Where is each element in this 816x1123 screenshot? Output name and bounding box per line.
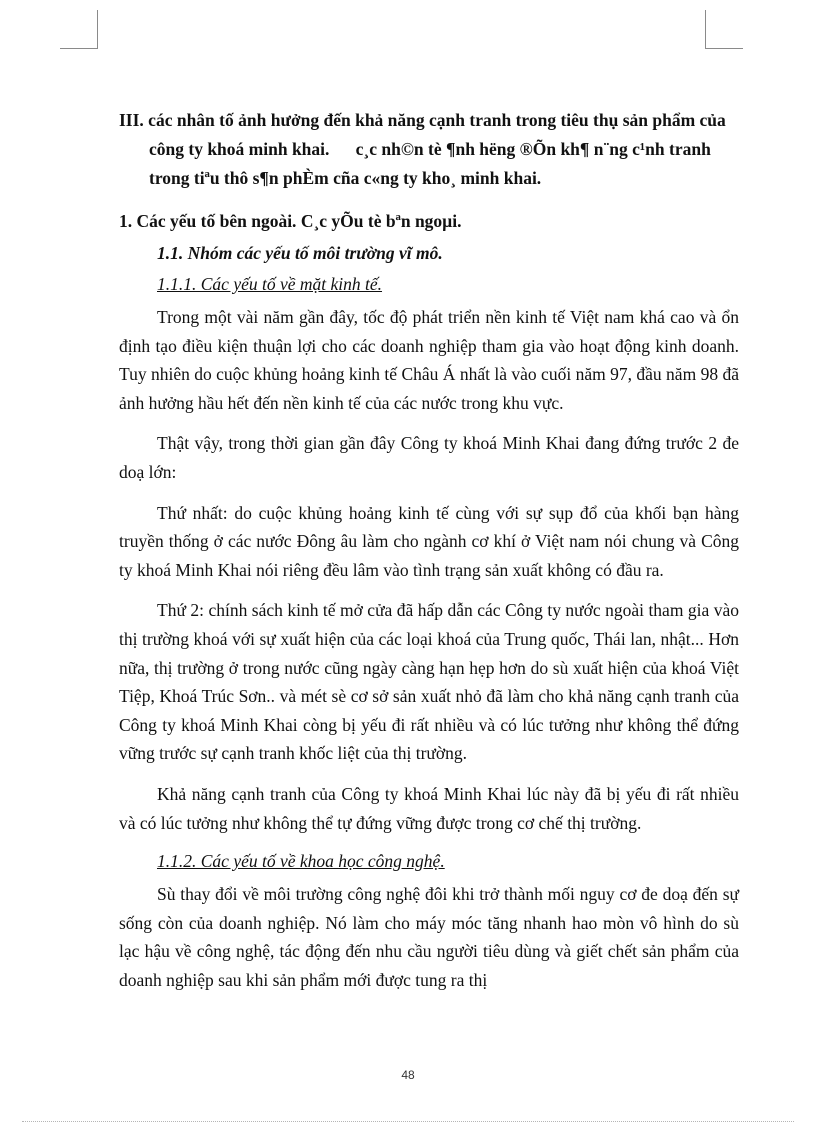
page-content xyxy=(119,106,739,994)
chapter-heading-text: III. các nhân tố ảnh hưởng đến khả năng cạnh tranh trong tiêu thụ sản phẩm của công ty khoá minh khai. xyxy=(119,110,726,159)
crop-mark-top-left-horizontal xyxy=(60,48,98,49)
section-heading-1-garbled: C¸c yÕu tè bªn ngoµi. xyxy=(300,211,462,231)
section-heading-1-text: 1. Các yếu tố bên ngoài. xyxy=(119,211,297,231)
paragraph: Trong một vài năm gần đây, tốc độ phát triển nền kinh tế Việt nam khá cao và ổn định tạo điều kiện thuận lợi cho các doanh nghiệp tham gia vào hoạt động kinh doanh. Tuy nhiên do cuộc khủng hoảng kinh tế Châu Á nhất là vào cuối năm 97, đầu năm 98 đã ảnh hưởng hầu hết đến nền kinh tế của các nước trong khu vực. xyxy=(119,307,739,413)
section-heading-1-1-2: 1.1.2. Các yếu tố về khoa học công nghệ. xyxy=(157,851,445,872)
paragraph: Thứ nhất: do cuộc khủng hoảng kinh tế cùng với sự sụp đổ của khối bạn hàng truyền thống ở các nước Đông âu làm cho ngành cơ khí ở Việt nam nói chung và Công ty khoá Minh Khai nói riêng đều lâm vào tình trạng sản xuất không có đầu ra. xyxy=(119,502,739,580)
paragraph: Sù thay đổi về môi trường công nghệ đôi khi trở thành mối nguy cơ đe doạ đến sự sống còn của doanh nghiệp. Nó làm cho máy móc tăng nhanh hao mòn vô hình do sù lạc hậu về công nghệ, tác động đến nhu cầu người tiêu dùng và giết chết sản phẩm của doanh nghiệp sau khi sản phẩm mới được tung ra thị xyxy=(119,884,739,990)
section-heading-1-1: 1.1. Nhóm các yếu tố môi trường vĩ mô. xyxy=(157,243,443,263)
section-heading-1-1-1: 1.1.1. Các yếu tố về mặt kinh tế. xyxy=(157,274,383,294)
section-heading-1 xyxy=(119,207,739,236)
crop-mark-top-right-vertical xyxy=(705,10,706,49)
paragraph: Thứ 2: chính sách kinh tế mở cửa đã hấp dẫn các Công ty nước ngoài tham gia vào thị trường khoá với sự xuất hiện của các loại khoá của Trung quốc, Thái lan, nhật... Hơn nữa, thị trường ở trong nước cũng ngày càng hạn hẹp hơn do sù xuất hiện của khoá Việt Tiệp, Khoá Trúc Sơn.. và mét sè cơ sở sản xuất nhỏ đã làm cho khả năng cạnh tranh của Công ty khoá Minh Khai còng bị yếu đi rất nhiều và có lúc tưởng như không thể đứng vững trước sự cạnh tranh khốc liệt của thị trường. xyxy=(119,600,739,764)
chapter-heading-garbled: c¸c nh©n tè ¶nh hëng ®Õn kh¶ n¨ng c¹nh tranh trong tiªu thô s¶n phÈm cña c«ng ty kho¸ minh khai. xyxy=(149,139,711,188)
paragraph: Thật vậy, trong thời gian gần đây Công ty khoá Minh Khai đang đứng trước 2 đe doạ lớn: xyxy=(119,433,739,482)
crop-mark-top-right-horizontal xyxy=(705,48,743,49)
paragraph: Khả năng cạnh tranh của Công ty khoá Minh Khai lúc này đã bị yếu đi rất nhiều và có lúc tưởng như không thể tự đứng vững được trong cơ chế thị trường. xyxy=(119,783,739,833)
crop-mark-top-left-vertical xyxy=(97,10,98,49)
chapter-heading xyxy=(119,106,739,193)
page-bottom-rule xyxy=(22,1121,794,1122)
page-number: 48 xyxy=(401,1068,415,1082)
